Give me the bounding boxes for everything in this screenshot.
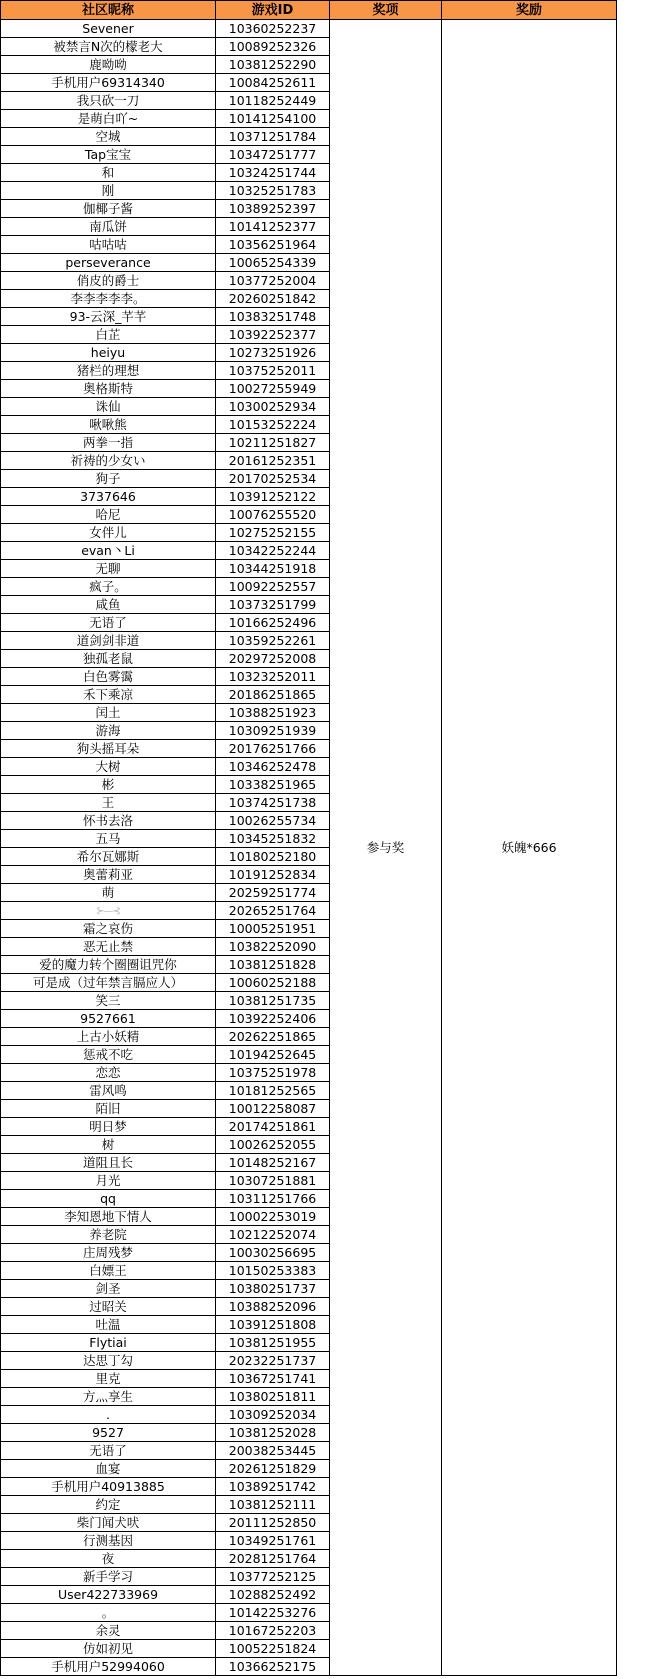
nickname-cell: User422733969 [1,1586,216,1604]
game-id-cell: 10307251881 [216,1172,330,1190]
game-id-cell: 10381251735 [216,992,330,1010]
header-nickname: 社区昵称 [1,1,216,20]
nickname-cell: 李李李李李。 [1,290,216,308]
nickname-cell: heiyu [1,344,216,362]
game-id-cell: 20174251861 [216,1118,330,1136]
game-id-cell: 10002253019 [216,1208,330,1226]
nickname-cell: 无语了 [1,1442,216,1460]
nickname-cell: 道阻且长 [1,1154,216,1172]
nickname-cell: 白嫖王 [1,1262,216,1280]
game-id-cell: 10060252188 [216,974,330,992]
nickname-cell: 行测基因 [1,1532,216,1550]
nickname-cell: evan丶Li [1,542,216,560]
game-id-cell: 20170252534 [216,470,330,488]
table-header [1,1,617,20]
nickname-cell: 夜 [1,1550,216,1568]
game-id-cell: 10180252180 [216,848,330,866]
nickname-cell: 霜之哀伤 [1,920,216,938]
nickname-cell: 疯子。 [1,578,216,596]
nickname-cell: 独孤老鼠 [1,650,216,668]
game-id-cell: 20111252850 [216,1514,330,1532]
game-id-cell: 10344251918 [216,560,330,578]
nickname-cell: 和 [1,164,216,182]
game-id-cell: 10377252125 [216,1568,330,1586]
game-id-cell: 10338251965 [216,776,330,794]
nickname-cell: 哈尼 [1,506,216,524]
nickname-cell: 大树 [1,758,216,776]
nickname-cell: 达思丁勾 [1,1352,216,1370]
fish-bone-icon: ⊱—⊰ [96,906,120,917]
nickname-cell: 猪栏的理想 [1,362,216,380]
table-body [1,20,617,1676]
nickname-cell: 爱的魔力转个圈圈诅咒你 [1,956,216,974]
nickname-cell: 李知恩地下情人 [1,1208,216,1226]
award-cell: 参与奖 [330,20,442,1676]
game-id-cell: 20297252008 [216,650,330,668]
game-id-cell: 10191252834 [216,866,330,884]
nickname-cell: 祈祷的少女い [1,452,216,470]
game-id-cell: 10356251964 [216,236,330,254]
nickname-cell: 月光 [1,1172,216,1190]
reward-cell: 妖魄*666 [442,20,617,1676]
game-id-cell: 10382252090 [216,938,330,956]
nickname-cell: 明日梦 [1,1118,216,1136]
nickname-cell: 上古小妖精 [1,1028,216,1046]
nickname-cell: 狗子 [1,470,216,488]
game-id-cell: 10392252406 [216,1010,330,1028]
nickname-cell: 陌旧 [1,1100,216,1118]
game-id-cell: 10052251824 [216,1640,330,1658]
game-id-cell: 20281251764 [216,1550,330,1568]
nickname-cell: 禾下乘凉 [1,686,216,704]
nickname-cell: 希尔瓦娜斯 [1,848,216,866]
game-id-cell: 10092252557 [216,578,330,596]
nickname-cell: Tap宝宝 [1,146,216,164]
nickname-cell: 笑三 [1,992,216,1010]
nickname-cell: 养老院 [1,1226,216,1244]
nickname-cell: 俏皮的爵士 [1,272,216,290]
game-id-cell: 10381251955 [216,1334,330,1352]
game-id-cell: 10141252377 [216,218,330,236]
nickname-cell: 无聊 [1,560,216,578]
nickname-cell: 柴门闻犬吠 [1,1514,216,1532]
nickname-cell: 雷风鸣 [1,1082,216,1100]
nickname-cell: 狗头摇耳朵 [1,740,216,758]
game-id-cell: 10089252326 [216,38,330,56]
nickname-cell: 咸鱼 [1,596,216,614]
game-id-cell: 10309251939 [216,722,330,740]
game-id-cell: 10118252449 [216,92,330,110]
game-id-cell: 20265251764 [216,902,330,920]
game-id-cell: 10371251784 [216,128,330,146]
game-id-cell: 10345251832 [216,830,330,848]
game-id-cell: 10389251742 [216,1478,330,1496]
game-id-cell: 10381252290 [216,56,330,74]
game-id-cell: 10383251748 [216,308,330,326]
game-id-cell: 10150253383 [216,1262,330,1280]
game-id-cell: 20038253445 [216,1442,330,1460]
game-id-cell: 20232251737 [216,1352,330,1370]
nickname-cell: 手机用户69314340 [1,74,216,92]
nickname-cell: 约定 [1,1496,216,1514]
nickname-cell: 诛仙 [1,398,216,416]
game-id-cell: 10380251737 [216,1280,330,1298]
nickname-cell: 93-云深_芊芊 [1,308,216,326]
game-id-cell: 20261251829 [216,1460,330,1478]
game-id-cell: 20259251774 [216,884,330,902]
nickname-cell: 3737646 [1,488,216,506]
nickname-cell: 鹿呦呦 [1,56,216,74]
nickname-cell: 余灵 [1,1622,216,1640]
game-id-cell: 10359252261 [216,632,330,650]
game-id-cell: 10005251951 [216,920,330,938]
game-id-cell: 10381252028 [216,1424,330,1442]
nickname-cell: 可是成（过年禁言膈应人） [1,974,216,992]
game-id-cell: 10392252377 [216,326,330,344]
nickname-cell: Flytiai [1,1334,216,1352]
game-id-cell: 10325251783 [216,182,330,200]
nickname-cell: 9527661 [1,1010,216,1028]
game-id-cell: 20186251865 [216,686,330,704]
nickname-cell: 仿如初见 [1,1640,216,1658]
game-id-cell: 10141254100 [216,110,330,128]
game-id-cell: 20262251865 [216,1028,330,1046]
game-id-cell: 10366252175 [216,1658,330,1676]
nickname-cell: 是萌白吖~ [1,110,216,128]
nickname-cell: 9527 [1,1424,216,1442]
game-id-cell: 10148252167 [216,1154,330,1172]
game-id-cell: 10342252244 [216,542,330,560]
header-award: 奖项 [330,1,442,20]
nickname-cell: 白芷 [1,326,216,344]
game-id-cell: 10375252011 [216,362,330,380]
nickname-cell: 伽椰子酱 [1,200,216,218]
game-id-cell: 10026252055 [216,1136,330,1154]
game-id-cell: 10300252934 [216,398,330,416]
nickname-cell: . [1,1406,216,1424]
nickname-cell: qq [1,1190,216,1208]
nickname-cell: 我只砍一刀 [1,92,216,110]
nickname-cell: 怀书去洛 [1,812,216,830]
game-id-cell: 10347251777 [216,146,330,164]
game-id-cell: 10275252155 [216,524,330,542]
nickname-cell: 方灬享生 [1,1388,216,1406]
game-id-cell: 10323252011 [216,668,330,686]
game-id-cell: 10374251738 [216,794,330,812]
header-game-id: 游戏ID [216,1,330,20]
nickname-cell: 惩戒不吃 [1,1046,216,1064]
nickname-cell: 两拳一指 [1,434,216,452]
game-id-cell: 10027255949 [216,380,330,398]
nickname-cell: 奥格斯特 [1,380,216,398]
nickname-cell: 游海 [1,722,216,740]
nickname-cell: 血宴 [1,1460,216,1478]
nickname-cell: 恋恋 [1,1064,216,1082]
game-id-cell: 10346252478 [216,758,330,776]
nickname-cell: 手机用户52994060 [1,1658,216,1676]
game-id-cell: 10311251766 [216,1190,330,1208]
game-id-cell: 10065254339 [216,254,330,272]
game-id-cell: 10273251926 [216,344,330,362]
nickname-cell: 白色雾霭 [1,668,216,686]
nickname-cell: 萌 [1,884,216,902]
game-id-cell: 10373251799 [216,596,330,614]
game-id-cell: 20260251842 [216,290,330,308]
game-id-cell: 10167252203 [216,1622,330,1640]
header-reward: 奖励 [442,1,617,20]
nickname-cell: 啾啾熊 [1,416,216,434]
game-id-cell: 10142253276 [216,1604,330,1622]
nickname-cell: 树 [1,1136,216,1154]
game-id-cell: 10288252492 [216,1586,330,1604]
game-id-cell: 10388252096 [216,1298,330,1316]
game-id-cell: 10030256695 [216,1244,330,1262]
nickname-cell: 刚 [1,182,216,200]
game-id-cell: 10380251811 [216,1388,330,1406]
nickname-cell: 彬 [1,776,216,794]
nickname-cell: 恶无止禁 [1,938,216,956]
game-id-cell: 10381251828 [216,956,330,974]
nickname-cell: 无语了 [1,614,216,632]
nickname-cell: 过昭关 [1,1298,216,1316]
table-row [1,20,617,38]
header-row [1,1,617,20]
nickname-cell: perseverance [1,254,216,272]
nickname-cell: 剑圣 [1,1280,216,1298]
nickname-cell: 王 [1,794,216,812]
game-id-cell: 10375251978 [216,1064,330,1082]
game-id-cell: 20176251766 [216,740,330,758]
game-id-cell: 10381252111 [216,1496,330,1514]
game-id-cell: 10012258087 [216,1100,330,1118]
game-id-cell: 10166252496 [216,614,330,632]
game-id-cell: 10181252565 [216,1082,330,1100]
nickname-cell: 奥蕾莉亚 [1,866,216,884]
game-id-cell: 10212252074 [216,1226,330,1244]
nickname-cell: 里克 [1,1370,216,1388]
nickname-cell: 。 [1,1604,216,1622]
game-id-cell: 10211251827 [216,434,330,452]
nickname-cell: 道剑剑非道 [1,632,216,650]
nickname-cell: 被禁言N次的檬老大 [1,38,216,56]
game-id-cell: 10324251744 [216,164,330,182]
nickname-cell: 闰土 [1,704,216,722]
game-id-cell: 10367251741 [216,1370,330,1388]
nickname-cell: 新手学习 [1,1568,216,1586]
nickname-cell: 五马 [1,830,216,848]
game-id-cell: 10391251808 [216,1316,330,1334]
game-id-cell: 10360252237 [216,20,330,38]
game-id-cell: 10153252224 [216,416,330,434]
nickname-cell: 咕咕咕 [1,236,216,254]
nickname-cell: Sevener [1,20,216,38]
game-id-cell: 10389252397 [216,200,330,218]
game-id-cell: 20161252351 [216,452,330,470]
nickname-cell: 庄周残梦 [1,1244,216,1262]
nickname-cell: 女伴儿 [1,524,216,542]
game-id-cell: 10084252611 [216,74,330,92]
nickname-cell: 吐温 [1,1316,216,1334]
game-id-cell: 10388251923 [216,704,330,722]
game-id-cell: 10076255520 [216,506,330,524]
game-id-cell: 10377252004 [216,272,330,290]
nickname-cell: 手机用户40913885 [1,1478,216,1496]
game-id-cell: 10194252645 [216,1046,330,1064]
game-id-cell: 10391252122 [216,488,330,506]
game-id-cell: 10309252034 [216,1406,330,1424]
nickname-cell: 南瓜饼 [1,218,216,236]
game-id-cell: 10349251761 [216,1532,330,1550]
nickname-cell: 空城 [1,128,216,146]
nickname-cell [1,902,216,920]
game-id-cell: 10026255734 [216,812,330,830]
